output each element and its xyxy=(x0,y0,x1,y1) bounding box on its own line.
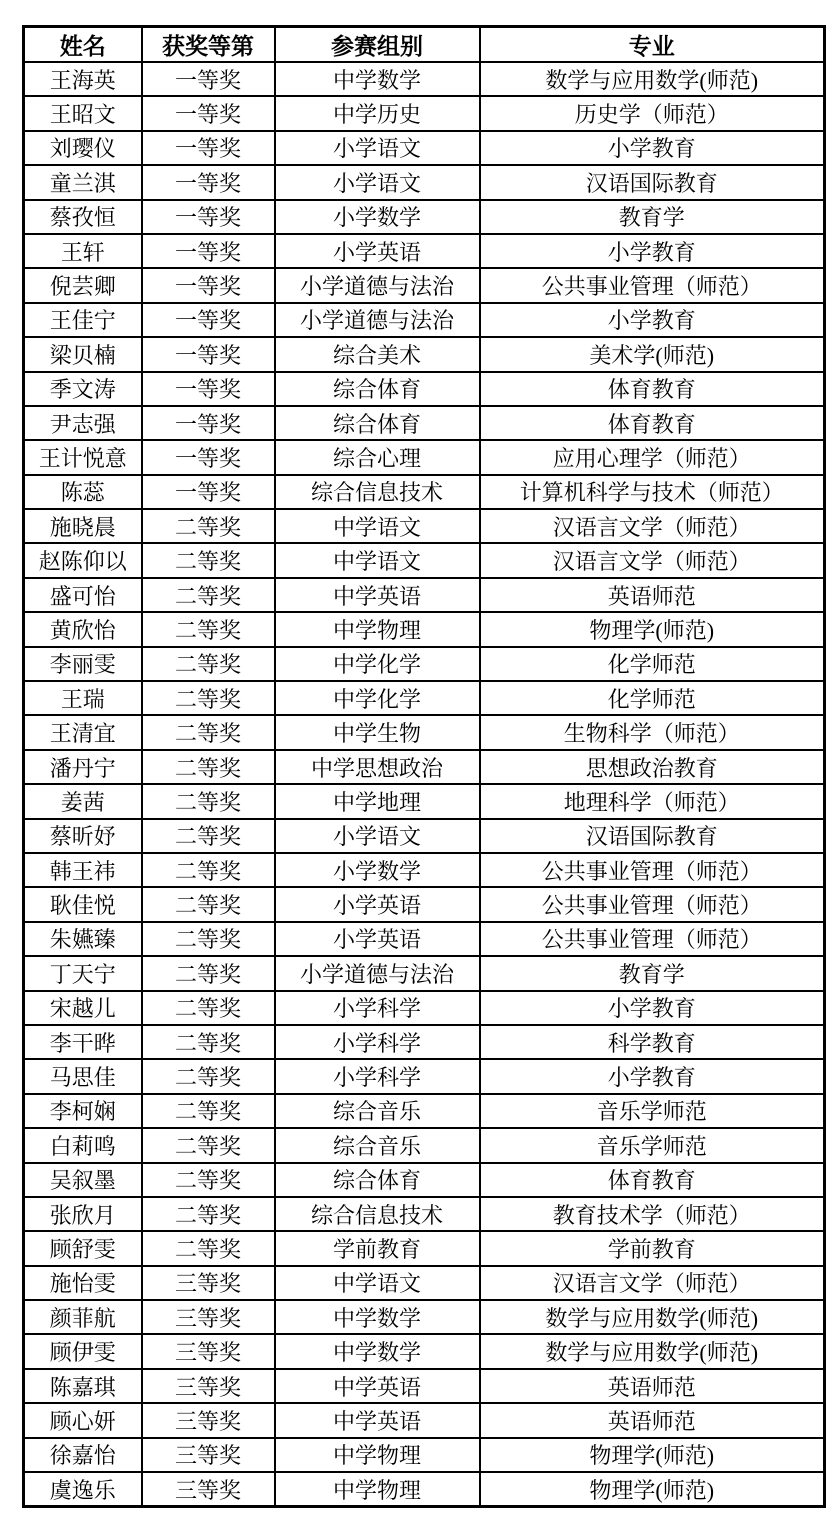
group-cell: 综合音乐 xyxy=(275,1128,480,1162)
group-cell: 综合信息技术 xyxy=(275,1197,480,1231)
major-cell: 物理学(师范) xyxy=(480,1472,825,1507)
table-row xyxy=(24,956,825,990)
table-row xyxy=(24,165,825,199)
award-cell: 二等奖 xyxy=(142,819,275,853)
major-cell: 汉语言文学（师范） xyxy=(480,543,825,577)
award-cell: 二等奖 xyxy=(142,715,275,749)
group-cell: 小学道德与法治 xyxy=(275,956,480,990)
award-cell: 三等奖 xyxy=(142,1369,275,1403)
table-row xyxy=(24,1231,825,1265)
name-cell: 张欣月 xyxy=(24,1197,142,1231)
award-cell: 一等奖 xyxy=(142,440,275,474)
table-row xyxy=(24,1094,825,1128)
name-cell: 黄欣怡 xyxy=(24,612,142,646)
group-cell: 综合体育 xyxy=(275,406,480,440)
award-cell: 一等奖 xyxy=(142,475,275,509)
award-cell: 二等奖 xyxy=(142,887,275,921)
name-cell: 童兰淇 xyxy=(24,165,142,199)
table-row xyxy=(24,887,825,921)
major-cell: 历史学（师范） xyxy=(480,96,825,130)
table-row xyxy=(24,1163,825,1197)
award-cell: 二等奖 xyxy=(142,1231,275,1265)
major-cell: 物理学(师范) xyxy=(480,1438,825,1472)
name-cell: 朱嬿臻 xyxy=(24,922,142,956)
name-cell: 陈嘉琪 xyxy=(24,1369,142,1403)
table-row xyxy=(24,62,825,96)
table-row xyxy=(24,1334,825,1368)
award-cell: 一等奖 xyxy=(142,406,275,440)
major-cell: 公共事业管理（师范） xyxy=(480,268,825,302)
award-cell: 二等奖 xyxy=(142,681,275,715)
header-row xyxy=(24,27,825,63)
group-cell: 小学英语 xyxy=(275,887,480,921)
group-cell: 小学道德与法治 xyxy=(275,303,480,337)
award-cell: 二等奖 xyxy=(142,956,275,990)
award-cell: 一等奖 xyxy=(142,234,275,268)
major-cell: 汉语言文学（师范） xyxy=(480,1266,825,1300)
award-cell: 一等奖 xyxy=(142,165,275,199)
table-row xyxy=(24,1300,825,1334)
award-cell: 一等奖 xyxy=(142,268,275,302)
award-cell: 一等奖 xyxy=(142,62,275,96)
award-cell: 三等奖 xyxy=(142,1300,275,1334)
major-cell: 美术学(师范) xyxy=(480,337,825,371)
name-cell: 尹志强 xyxy=(24,406,142,440)
table-row xyxy=(24,372,825,406)
major-cell: 公共事业管理（师范） xyxy=(480,853,825,887)
name-cell: 刘璎仪 xyxy=(24,131,142,165)
major-cell: 英语师范 xyxy=(480,1403,825,1437)
group-cell: 小学科学 xyxy=(275,1025,480,1059)
group-cell: 小学科学 xyxy=(275,991,480,1025)
award-cell: 二等奖 xyxy=(142,1128,275,1162)
name-cell: 季文涛 xyxy=(24,372,142,406)
table-row xyxy=(24,475,825,509)
table-row xyxy=(24,440,825,474)
award-cell: 三等奖 xyxy=(142,1266,275,1300)
table-row xyxy=(24,1266,825,1300)
group-cell: 中学数学 xyxy=(275,62,480,96)
award-cell: 一等奖 xyxy=(142,200,275,234)
major-cell: 体育教育 xyxy=(480,372,825,406)
group-cell: 综合美术 xyxy=(275,337,480,371)
table-row xyxy=(24,819,825,853)
award-cell: 二等奖 xyxy=(142,1094,275,1128)
name-cell: 韩王祎 xyxy=(24,853,142,887)
col-header-group: 参赛组别 xyxy=(275,27,480,63)
name-cell: 丁天宁 xyxy=(24,956,142,990)
table-row xyxy=(24,1403,825,1437)
major-cell: 英语师范 xyxy=(480,1369,825,1403)
major-cell: 汉语国际教育 xyxy=(480,819,825,853)
table-row xyxy=(24,303,825,337)
group-cell: 小学数学 xyxy=(275,200,480,234)
name-cell: 盛可怡 xyxy=(24,578,142,612)
name-cell: 吴叙墨 xyxy=(24,1163,142,1197)
group-cell: 中学语文 xyxy=(275,509,480,543)
major-cell: 教育技术学（师范） xyxy=(480,1197,825,1231)
table-row xyxy=(24,681,825,715)
name-cell: 颜菲航 xyxy=(24,1300,142,1334)
group-cell: 中学英语 xyxy=(275,1403,480,1437)
table-row xyxy=(24,1369,825,1403)
award-cell: 二等奖 xyxy=(142,1025,275,1059)
group-cell: 中学历史 xyxy=(275,96,480,130)
group-cell: 小学英语 xyxy=(275,234,480,268)
name-cell: 马思佳 xyxy=(24,1059,142,1093)
group-cell: 小学科学 xyxy=(275,1059,480,1093)
major-cell: 体育教育 xyxy=(480,406,825,440)
award-cell: 二等奖 xyxy=(142,922,275,956)
name-cell: 蔡昕妤 xyxy=(24,819,142,853)
major-cell: 小学教育 xyxy=(480,303,825,337)
group-cell: 中学数学 xyxy=(275,1300,480,1334)
name-cell: 梁贝楠 xyxy=(24,337,142,371)
name-cell: 顾伊雯 xyxy=(24,1334,142,1368)
group-cell: 小学语文 xyxy=(275,131,480,165)
group-cell: 小学语文 xyxy=(275,165,480,199)
group-cell: 综合心理 xyxy=(275,440,480,474)
major-cell: 公共事业管理（师范） xyxy=(480,887,825,921)
major-cell: 地理科学（师范） xyxy=(480,784,825,818)
award-cell: 二等奖 xyxy=(142,750,275,784)
group-cell: 中学物理 xyxy=(275,1472,480,1507)
table-row xyxy=(24,234,825,268)
name-cell: 王轩 xyxy=(24,234,142,268)
award-cell: 二等奖 xyxy=(142,1197,275,1231)
group-cell: 中学语文 xyxy=(275,1266,480,1300)
table-row xyxy=(24,784,825,818)
name-cell: 王瑞 xyxy=(24,681,142,715)
group-cell: 综合音乐 xyxy=(275,1094,480,1128)
major-cell: 音乐学师范 xyxy=(480,1094,825,1128)
name-cell: 潘丹宁 xyxy=(24,750,142,784)
name-cell: 王清宜 xyxy=(24,715,142,749)
name-cell: 李丽雯 xyxy=(24,647,142,681)
name-cell: 耿佳悦 xyxy=(24,887,142,921)
group-cell: 小学数学 xyxy=(275,853,480,887)
group-cell: 中学生物 xyxy=(275,715,480,749)
major-cell: 科学教育 xyxy=(480,1025,825,1059)
group-cell: 中学英语 xyxy=(275,578,480,612)
major-cell: 计算机科学与技术（师范） xyxy=(480,475,825,509)
awards-table xyxy=(22,25,826,1508)
award-cell: 三等奖 xyxy=(142,1438,275,1472)
award-cell: 二等奖 xyxy=(142,784,275,818)
award-cell: 三等奖 xyxy=(142,1334,275,1368)
major-cell: 学前教育 xyxy=(480,1231,825,1265)
group-cell: 综合体育 xyxy=(275,372,480,406)
group-cell: 中学物理 xyxy=(275,612,480,646)
group-cell: 中学数学 xyxy=(275,1334,480,1368)
group-cell: 中学物理 xyxy=(275,1438,480,1472)
award-cell: 二等奖 xyxy=(142,647,275,681)
award-cell: 一等奖 xyxy=(142,96,275,130)
major-cell: 化学师范 xyxy=(480,681,825,715)
name-cell: 虞逸乐 xyxy=(24,1472,142,1507)
table-row xyxy=(24,1472,825,1507)
major-cell: 数学与应用数学(师范) xyxy=(480,62,825,96)
major-cell: 英语师范 xyxy=(480,578,825,612)
name-cell: 陈蕊 xyxy=(24,475,142,509)
award-cell: 二等奖 xyxy=(142,853,275,887)
group-cell: 学前教育 xyxy=(275,1231,480,1265)
major-cell: 体育教育 xyxy=(480,1163,825,1197)
group-cell: 中学化学 xyxy=(275,681,480,715)
award-cell: 二等奖 xyxy=(142,1059,275,1093)
major-cell: 公共事业管理（师范） xyxy=(480,922,825,956)
award-cell: 一等奖 xyxy=(142,303,275,337)
name-cell: 李柯娴 xyxy=(24,1094,142,1128)
table-row xyxy=(24,1059,825,1093)
award-cell: 二等奖 xyxy=(142,991,275,1025)
name-cell: 白莉鸣 xyxy=(24,1128,142,1162)
table-row xyxy=(24,509,825,543)
award-cell: 三等奖 xyxy=(142,1403,275,1437)
award-cell: 二等奖 xyxy=(142,509,275,543)
col-header-award: 获奖等第 xyxy=(142,27,275,63)
award-cell: 一等奖 xyxy=(142,372,275,406)
major-cell: 物理学(师范) xyxy=(480,612,825,646)
group-cell: 小学英语 xyxy=(275,922,480,956)
name-cell: 施怡雯 xyxy=(24,1266,142,1300)
table-row xyxy=(24,200,825,234)
major-cell: 教育学 xyxy=(480,200,825,234)
major-cell: 小学教育 xyxy=(480,131,825,165)
table-row xyxy=(24,337,825,371)
major-cell: 数学与应用数学(师范) xyxy=(480,1300,825,1334)
table-body xyxy=(24,62,825,1507)
award-cell: 二等奖 xyxy=(142,1163,275,1197)
name-cell: 倪芸卿 xyxy=(24,268,142,302)
table-row xyxy=(24,612,825,646)
award-cell: 一等奖 xyxy=(142,131,275,165)
major-cell: 教育学 xyxy=(480,956,825,990)
group-cell: 综合体育 xyxy=(275,1163,480,1197)
major-cell: 生物科学（师范） xyxy=(480,715,825,749)
name-cell: 王昭文 xyxy=(24,96,142,130)
col-header-name: 姓名 xyxy=(24,27,142,63)
col-header-major: 专业 xyxy=(480,27,825,63)
table-row xyxy=(24,991,825,1025)
major-cell: 化学师范 xyxy=(480,647,825,681)
group-cell: 中学地理 xyxy=(275,784,480,818)
name-cell: 顾心妍 xyxy=(24,1403,142,1437)
group-cell: 综合信息技术 xyxy=(275,475,480,509)
name-cell: 宋越儿 xyxy=(24,991,142,1025)
award-cell: 一等奖 xyxy=(142,337,275,371)
table-row xyxy=(24,1197,825,1231)
name-cell: 顾舒雯 xyxy=(24,1231,142,1265)
major-cell: 小学教育 xyxy=(480,991,825,1025)
major-cell: 小学教育 xyxy=(480,1059,825,1093)
table-row xyxy=(24,543,825,577)
table-row xyxy=(24,578,825,612)
group-cell: 中学化学 xyxy=(275,647,480,681)
table-row xyxy=(24,750,825,784)
table-row xyxy=(24,922,825,956)
award-cell: 三等奖 xyxy=(142,1472,275,1507)
table-row xyxy=(24,131,825,165)
table-row xyxy=(24,1128,825,1162)
group-cell: 中学语文 xyxy=(275,543,480,577)
table-row xyxy=(24,647,825,681)
name-cell: 王佳宁 xyxy=(24,303,142,337)
table-row xyxy=(24,1438,825,1472)
award-cell: 二等奖 xyxy=(142,612,275,646)
major-cell: 音乐学师范 xyxy=(480,1128,825,1162)
name-cell: 蔡孜恒 xyxy=(24,200,142,234)
table-row xyxy=(24,853,825,887)
major-cell: 汉语言文学（师范） xyxy=(480,509,825,543)
major-cell: 汉语国际教育 xyxy=(480,165,825,199)
group-cell: 小学道德与法治 xyxy=(275,268,480,302)
table-row xyxy=(24,406,825,440)
table-row xyxy=(24,1025,825,1059)
name-cell: 王计悦意 xyxy=(24,440,142,474)
award-cell: 二等奖 xyxy=(142,543,275,577)
table-row xyxy=(24,96,825,130)
major-cell: 小学教育 xyxy=(480,234,825,268)
name-cell: 徐嘉怡 xyxy=(24,1438,142,1472)
name-cell: 王海英 xyxy=(24,62,142,96)
name-cell: 施晓晨 xyxy=(24,509,142,543)
group-cell: 中学思想政治 xyxy=(275,750,480,784)
group-cell: 小学语文 xyxy=(275,819,480,853)
award-cell: 二等奖 xyxy=(142,578,275,612)
major-cell: 应用心理学（师范） xyxy=(480,440,825,474)
major-cell: 思想政治教育 xyxy=(480,750,825,784)
name-cell: 姜茜 xyxy=(24,784,142,818)
major-cell: 数学与应用数学(师范) xyxy=(480,1334,825,1368)
name-cell: 赵陈仰以 xyxy=(24,543,142,577)
group-cell: 中学英语 xyxy=(275,1369,480,1403)
table-row xyxy=(24,268,825,302)
table-row xyxy=(24,715,825,749)
name-cell: 李干晔 xyxy=(24,1025,142,1059)
